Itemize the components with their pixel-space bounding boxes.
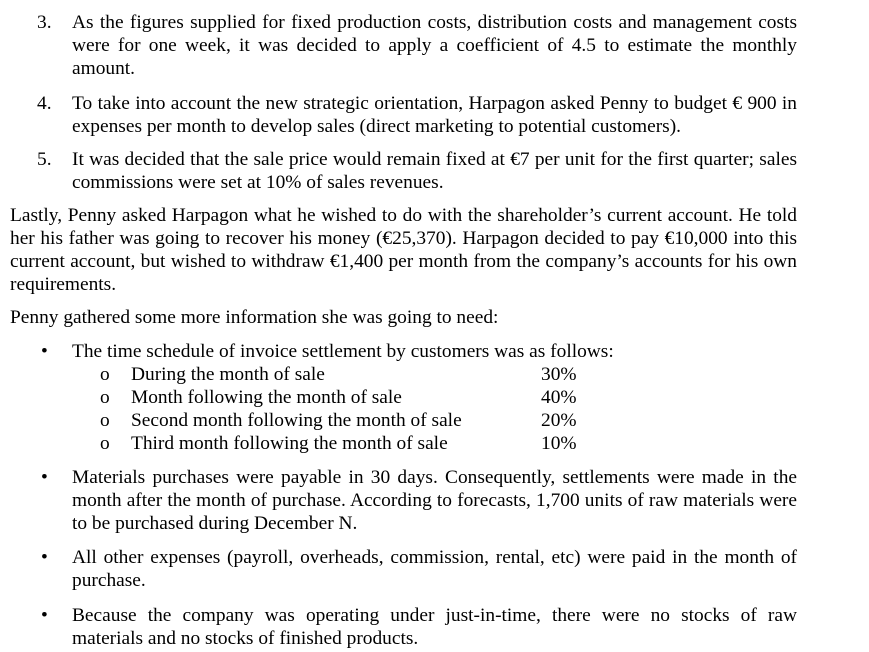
schedule-label: Second month following the month of sale <box>131 410 462 431</box>
schedule-row <box>100 386 600 409</box>
gathered-paragraph: Penny gathered some more information she was going to need: <box>10 307 499 328</box>
bullet-marker: • <box>41 605 48 626</box>
item-text: It was decided that the sale price would remain fixed at €7 per unit for the first quarter; sales commissions were set at 10% of sales revenues. <box>72 149 797 193</box>
bullet-materials-purchases <box>37 466 797 535</box>
schedule-label: Month following the month of sale <box>131 387 402 408</box>
sub-bullet-marker: o <box>100 433 110 454</box>
schedule-row <box>100 409 600 432</box>
schedule-row <box>100 363 600 386</box>
numbered-item-4 <box>37 92 797 138</box>
shareholder-paragraph: Lastly, Penny asked Harpagon what he wished to do with the shareholder’s current account. He told her his father was going to recover his money (€25,370). Harpagon decided to pay €10,000 into this current account, but wished to withdraw €1,400 per month from the company’s accounts for his own requirements. <box>10 205 797 295</box>
schedule-percent: 20% <box>541 410 577 431</box>
item-number: 5. <box>37 149 52 170</box>
numbered-item-3 <box>37 11 797 80</box>
sub-bullet-marker: o <box>100 364 110 385</box>
numbered-item-5 <box>37 148 797 194</box>
schedule-percent: 30% <box>541 364 577 385</box>
bullet-marker: • <box>41 547 48 568</box>
sub-bullet-marker: o <box>100 387 110 408</box>
bullet-marker: • <box>41 467 48 488</box>
bullet-text: Materials purchases were payable in 30 days. Consequently, settlements were made in the month after the month of purchase. According to forecasts, 1,700 units of raw materials were to be purchased during December N. <box>72 467 797 534</box>
schedule-percent: 40% <box>541 387 577 408</box>
schedule-label: During the month of sale <box>131 364 325 385</box>
item-number: 4. <box>37 93 52 114</box>
bullet-text: The time schedule of invoice settlement by customers was as follows: <box>72 341 614 362</box>
bullet-settlement-schedule <box>37 340 797 363</box>
bullet-text: Because the company was operating under just-in-time, there were no stocks of raw materials and no stocks of finished products. <box>72 605 797 649</box>
bullet-other-expenses <box>37 546 797 592</box>
item-text: To take into account the new strategic orientation, Harpagon asked Penny to budget € 900 in expenses per month to develop sales (direct marketing to potential customers). <box>72 93 797 137</box>
item-text: As the figures supplied for fixed production costs, distribution costs and management costs were for one week, it was decided to apply a coefficient of 4.5 to estimate the monthly amount. <box>72 12 797 79</box>
schedule-percent: 10% <box>541 433 577 454</box>
schedule-row <box>100 432 600 455</box>
bullet-marker: • <box>41 341 48 362</box>
bullet-text: All other expenses (payroll, overheads, commission, rental, etc) were paid in the month of purchase. <box>72 547 797 591</box>
item-number: 3. <box>37 12 52 33</box>
schedule-label: Third month following the month of sale <box>131 433 448 454</box>
sub-bullet-marker: o <box>100 410 110 431</box>
bullet-just-in-time <box>37 604 797 650</box>
